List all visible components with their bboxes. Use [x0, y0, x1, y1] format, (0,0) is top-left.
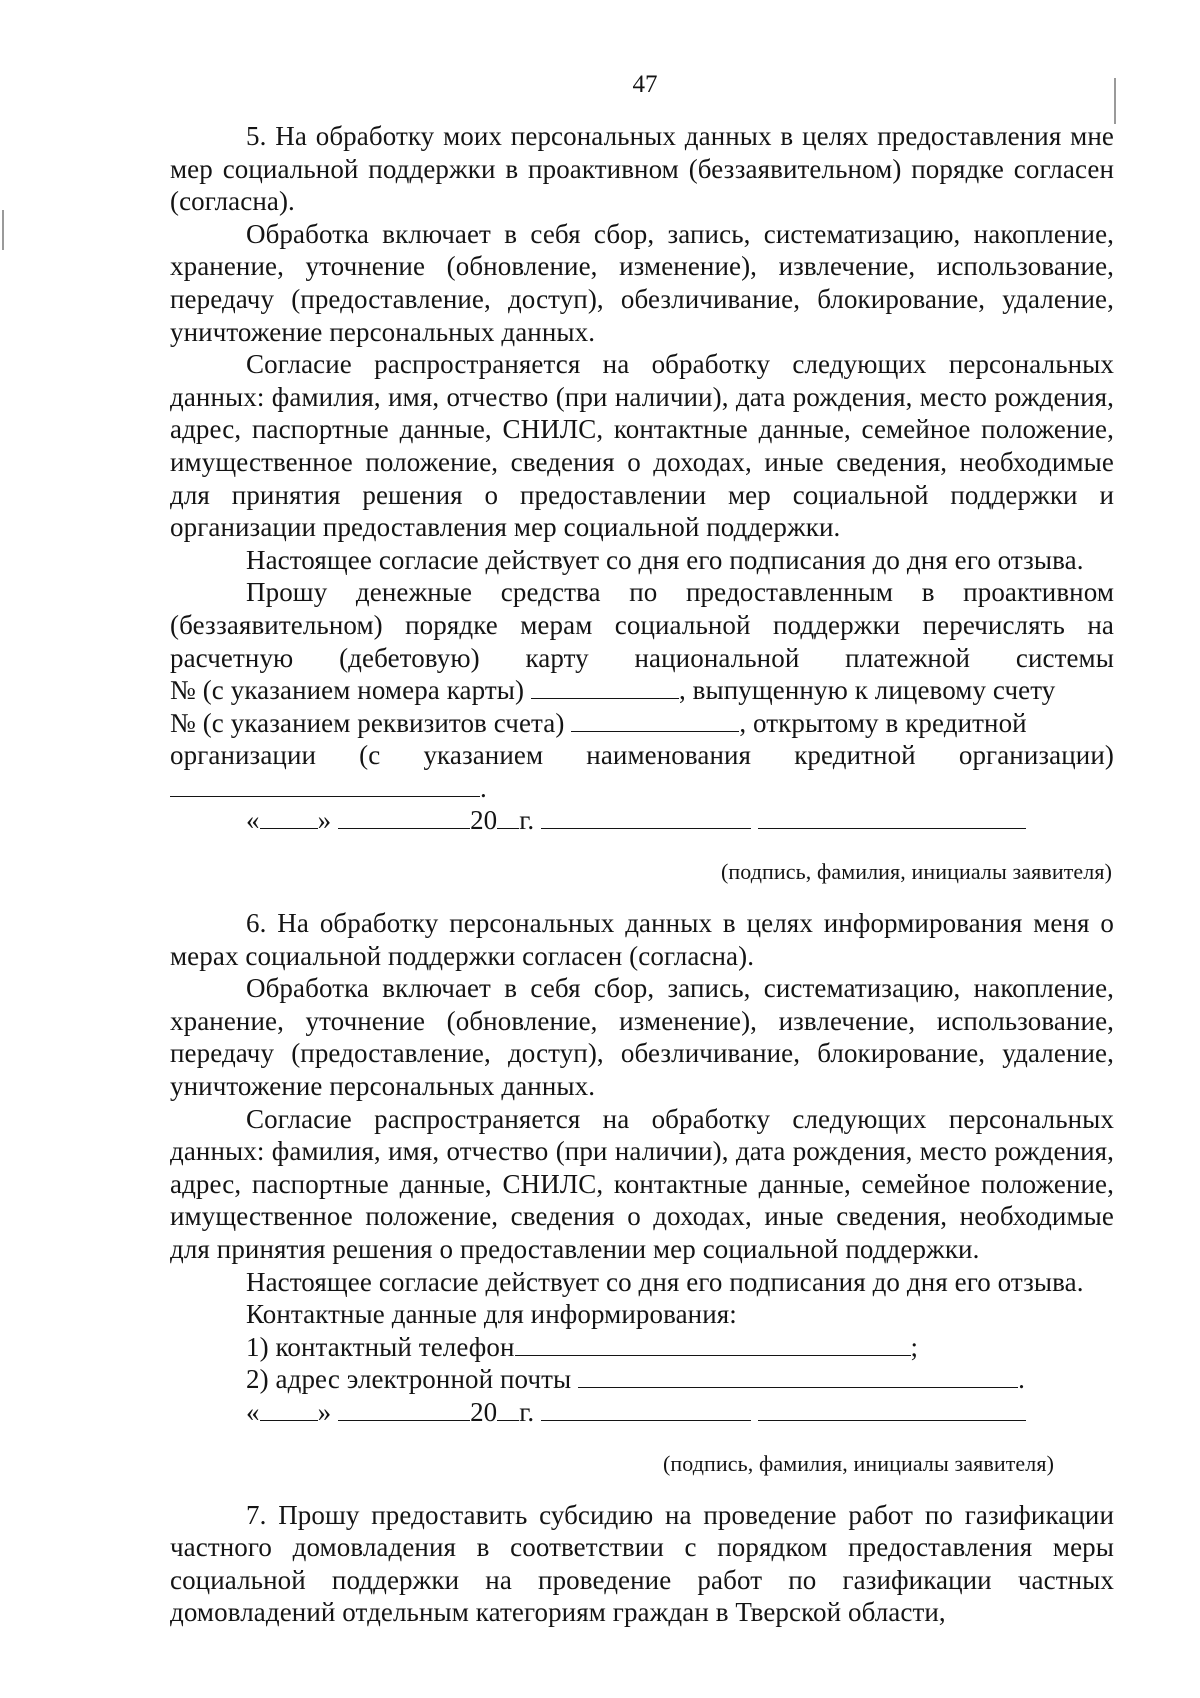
section-5-payment-paragraph: Прошу денежные средства по предоставленным в проактивном (беззаявительном) порядке мерам социальной поддержки перечислять на расчетную (дебетовую) карту национальной платежной системы [170, 577, 1114, 673]
email-label: 2) адрес электронной почты [246, 1364, 572, 1395]
year-blank[interactable] [497, 1396, 519, 1421]
section-6-processing-paragraph: Обработка включает в себя сбор, запись, систематизацию, накопление, хранение, уточнение (обновление, изменение), извлечение, использование, передачу (предоставление, доступ), обезличивание, блокирование, удаление, уничтожение персональных данных. [170, 973, 1114, 1102]
signature-blank[interactable] [541, 804, 751, 829]
day-blank[interactable] [260, 804, 318, 829]
phone-label: 1) контактный телефон [246, 1331, 515, 1362]
year-suffix: г. [519, 1396, 535, 1427]
signature-blank[interactable] [541, 1396, 751, 1421]
date-close-quote: » [317, 1396, 332, 1427]
section-6-consent-paragraph: 6. На обработку персональных данных в целях информирования меня о мерах социальной поддержки согласен (согласна). [170, 908, 1114, 971]
section-5-validity-paragraph: Настоящее согласие действует со дня его подписания до дня его отзыва. [246, 544, 1084, 575]
year-suffix: г. [519, 805, 535, 836]
name-blank[interactable] [758, 1396, 1026, 1421]
section-6-validity-paragraph: Настоящее согласие действует со дня его подписания до дня его отзыва. [246, 1266, 1084, 1297]
month-blank[interactable] [338, 804, 470, 829]
card-number-line [170, 674, 1114, 707]
section-5-processing-paragraph: Обработка включает в себя сбор, запись, систематизацию, накопление, хранение, уточнение (обновление, изменение), извлечение, использование, передачу (предоставление, доступ), обезличивание, блокирование, удаление, уничтожение персональных данных. [170, 218, 1114, 347]
page-number: 47 [632, 71, 658, 98]
bank-org-blank[interactable] [170, 772, 480, 797]
email-line: 2) адрес электронной почты . [246, 1364, 1025, 1395]
section-5-signature-caption: (подпись, фамилия, инициалы заявителя) [720, 859, 1112, 885]
contacts-heading: Контактные данные для информирования: [246, 1299, 737, 1330]
section-5-data-scope-paragraph: Согласие распространяется на обработку следующих персональных данных: фамилия, имя, отчество (при наличии), дата рождения, место рождения, адрес, паспортные данные, СНИЛС, контактные данные, семейное положение, имущественное положение, сведения о доходах, иные сведения, необходимые для принятия решения о предоставлении мер социальной поддержки и организации предоставления мер социальной поддержки. [170, 349, 1114, 543]
document-body [170, 120, 1114, 1629]
section-6-data-scope-paragraph: Согласие распространяется на обработку следующих персональных данных: фамилия, имя, отчество (при наличии), дата рождения, место рождения, адрес, паспортные данные, СНИЛС, контактные данные, семейное положение, имущественное положение, сведения о доходах, иные сведения, необходимые для принятия решения о предоставлении мер социальной поддержки. [170, 1103, 1114, 1264]
month-blank[interactable] [338, 1396, 470, 1421]
scan-mark [2, 210, 4, 250]
name-blank[interactable] [758, 804, 1026, 829]
date-open-quote: « [246, 805, 260, 836]
year-prefix: 20 [470, 1396, 498, 1427]
day-blank[interactable] [260, 1396, 318, 1421]
section-6-signature-caption: (подпись, фамилия, инициалы заявителя) [662, 1450, 1054, 1476]
account-label: № (с указанием реквизитов счета) [170, 707, 565, 738]
phone-blank[interactable] [515, 1331, 911, 1356]
account-line [170, 707, 1114, 740]
phone-line: 1) контактный телефон ; [246, 1331, 919, 1362]
section-5-consent-paragraph: 5. На обработку моих персональных данных в целях предоставления мне мер социальной поддержки в проактивном (беззаявительном) порядке согласен (согласна). [170, 121, 1114, 217]
bank-org-line: . [170, 772, 1114, 805]
section-6-signature-row [170, 1396, 1114, 1429]
email-blank[interactable] [578, 1363, 1018, 1388]
card-number-label: № (с указанием номера карты) [170, 675, 525, 706]
date-close-quote: » [317, 805, 332, 836]
year-prefix: 20 [470, 805, 498, 836]
account-suffix: , открытому в кредитной [739, 707, 1027, 738]
year-blank[interactable] [497, 804, 519, 829]
card-number-blank[interactable] [531, 674, 679, 699]
section-7-subsidy-paragraph: 7. Прошу предоставить субсидию на проведение работ по газификации частного домовладения в соответствии с порядком предоставления меры социальной поддержки на проведение работ по газификации частных домовладений отдельным категориям граждан в Тверской области, [170, 1499, 1114, 1628]
account-blank[interactable] [571, 707, 739, 732]
bank-org-label: организации (с указанием наименования кредитной организации) [170, 740, 1114, 771]
section-5-signature-row [170, 804, 1114, 837]
date-open-quote: « [246, 1396, 260, 1427]
card-number-suffix: , выпущенную к лицевому счету [678, 675, 1056, 706]
